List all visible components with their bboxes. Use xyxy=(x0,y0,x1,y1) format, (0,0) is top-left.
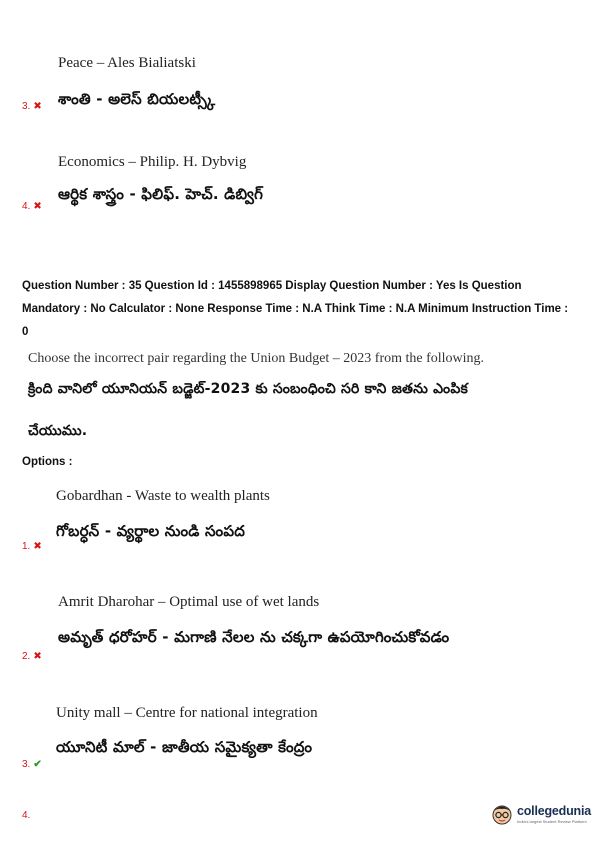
logo-tagline: India's largest Student Review Platform xyxy=(517,819,587,824)
option-4-number[interactable] xyxy=(22,810,30,821)
option-3-number[interactable] xyxy=(22,759,42,770)
prev-option-4-english: Economics – Philip. H. Dybvig xyxy=(58,154,247,170)
prev-option-3-english: Peace – Ales Bialiatski xyxy=(58,55,196,71)
option-3-telugu: యూనిటీ మాల్ - జాతీయ సమైక్యతా కేంద్రం xyxy=(56,738,313,756)
logo-text: collegedunia xyxy=(517,804,592,818)
collegedunia-logo xyxy=(490,801,591,827)
question-telugu-line2: చేయుము. xyxy=(28,423,88,439)
check-icon: ✔ xyxy=(33,759,42,770)
option-number-label: 3. xyxy=(22,101,31,112)
prev-option-3-number[interactable] xyxy=(22,101,42,112)
options-label: Options : xyxy=(22,456,73,468)
cross-icon: ✖ xyxy=(33,201,42,212)
option-2-telugu: అమృత్ ధరోహర్ - మగాణి నేలల ను చక్కగా ఉపయోగించుకోవడం xyxy=(58,628,450,646)
question-telugu-line1: క్రింది వానిలో యూనియన్ బడ్జెట్-2023 కు సంబంధించి సరి కాని జతను ఎంపిక xyxy=(28,381,469,397)
option-3-english: Unity mall – Centre for national integration xyxy=(56,705,318,721)
cross-icon: ✖ xyxy=(33,101,42,112)
prev-option-4-number[interactable] xyxy=(22,201,42,212)
option-number-label: 1. xyxy=(22,541,31,552)
option-2-number[interactable] xyxy=(22,651,42,662)
cross-icon: ✖ xyxy=(33,651,42,662)
option-1-english: Gobardhan - Waste to wealth plants xyxy=(56,488,270,504)
option-number-label: 3. xyxy=(22,759,31,770)
mascot-icon xyxy=(490,801,514,827)
option-2-english: Amrit Dharohar – Optimal use of wet lands xyxy=(58,594,320,610)
option-number-label: 2. xyxy=(22,651,31,662)
prev-option-3-telugu: శాంతి - అలెస్ బియలట్స్కీ xyxy=(58,90,216,108)
question-english: Choose the incorrect pair regarding the Union Budget – 2023 from the following. xyxy=(28,351,485,366)
option-1-telugu: గోబర్ధన్ - వ్యర్థాల నుండి సంపద xyxy=(56,522,246,540)
prev-option-4-telugu: ఆర్థిక శాస్త్రం - ఫిలిఫ్. హెచ్. డిబ్విగ్ xyxy=(58,185,264,203)
option-number-label: 4. xyxy=(22,810,31,821)
question-meta: Question Number : 35 Question Id : 1455898965 Display Question Number : Yes Is Question Mandatory : No Calculator : None Response Time : N.A Think Time : N.A Minimum Instruction Time : 0 xyxy=(22,280,569,338)
cross-icon: ✖ xyxy=(33,541,42,552)
option-1-number[interactable] xyxy=(22,541,42,552)
option-number-label: 4. xyxy=(22,201,31,212)
